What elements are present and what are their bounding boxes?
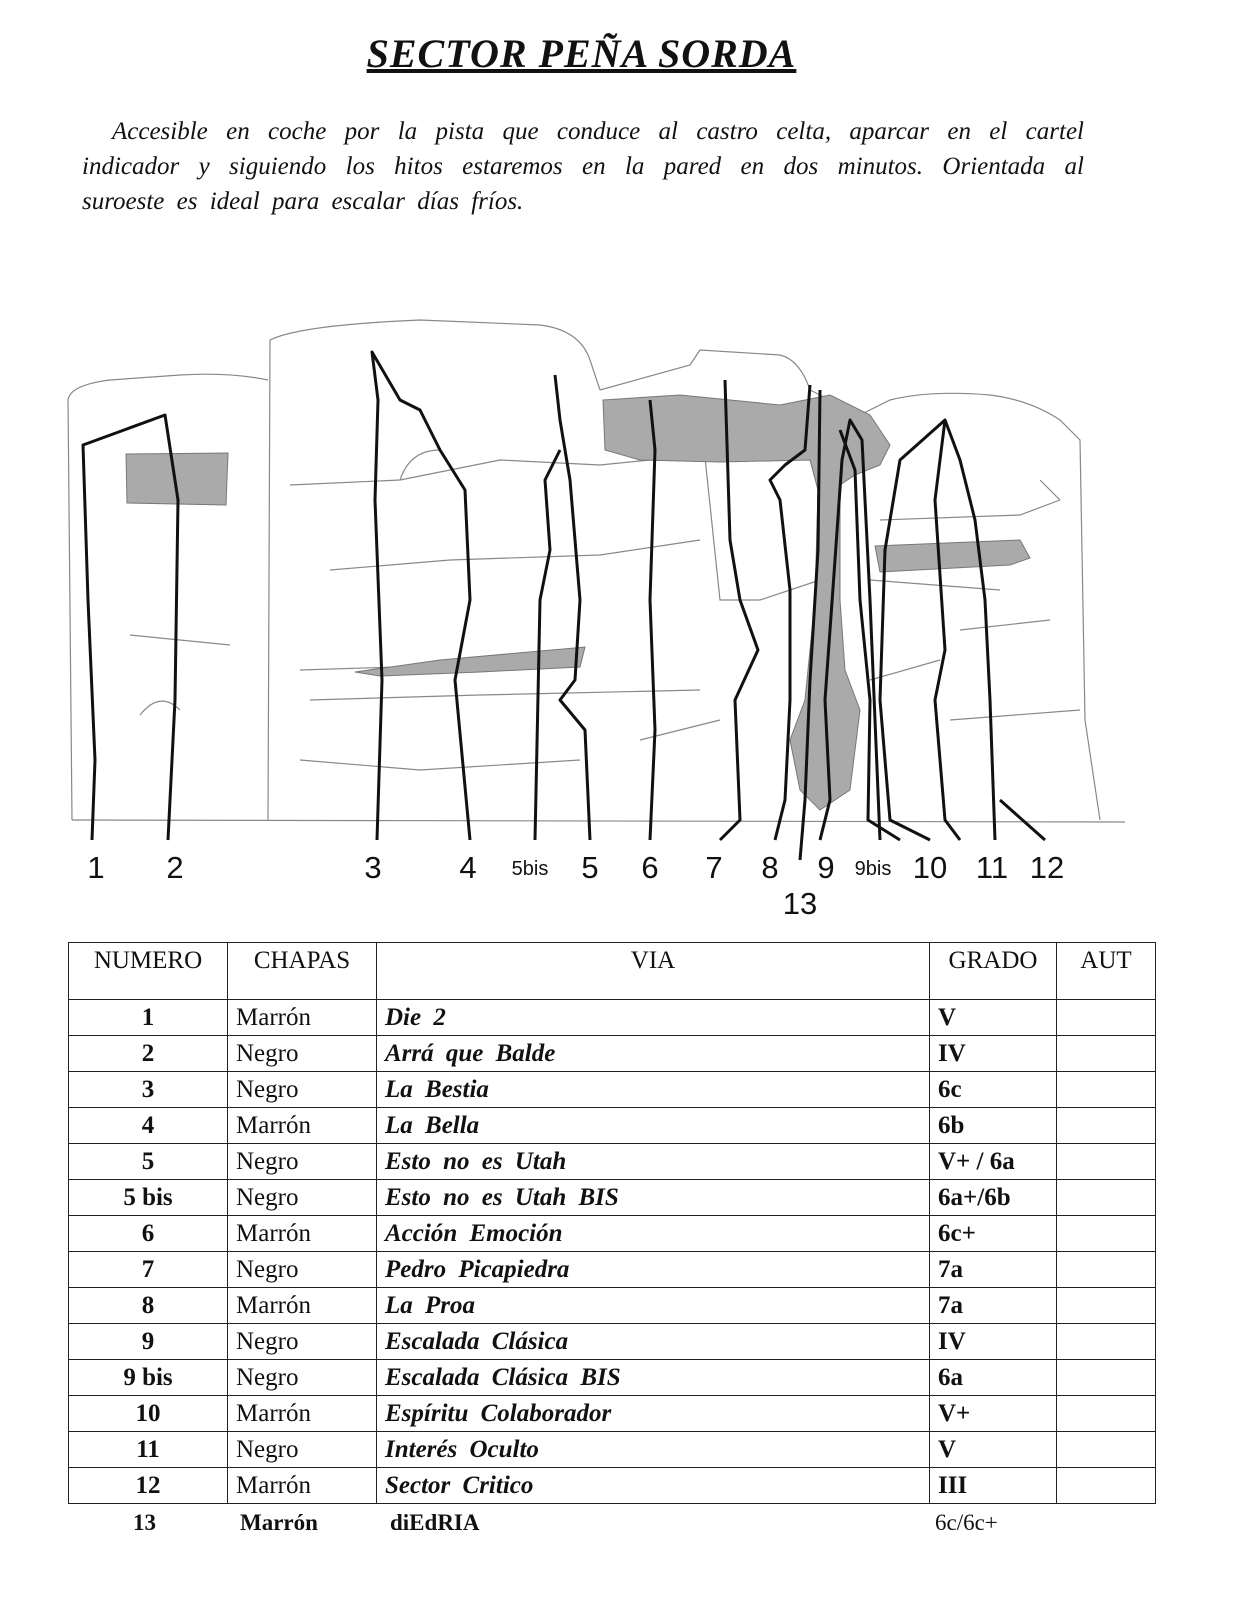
cell-aut xyxy=(1057,1180,1156,1216)
table-row xyxy=(69,1000,1156,1036)
cell-via: Pedro Picapiedra xyxy=(377,1252,930,1288)
cell-via: Esto no es Utah xyxy=(377,1144,930,1180)
table-row xyxy=(69,1288,1156,1324)
table-row xyxy=(69,1360,1156,1396)
cell-aut xyxy=(1057,1432,1156,1468)
table-row xyxy=(69,1468,1156,1504)
cell-aut xyxy=(1057,1288,1156,1324)
cell-num: 5 bis xyxy=(69,1180,228,1216)
route-label: 5bis xyxy=(511,858,549,880)
cell-chapas: Marrón xyxy=(228,1396,377,1432)
cell-num: 6 xyxy=(69,1216,228,1252)
cell-chapas: Negro xyxy=(228,1036,377,1072)
cell-via: Escalada Clásica xyxy=(377,1324,930,1360)
cell-aut xyxy=(1057,1144,1156,1180)
route-label: 10 xyxy=(912,850,948,885)
cell-aut xyxy=(1057,1108,1156,1144)
cell-chapas: Negro xyxy=(228,1432,377,1468)
cell-aut xyxy=(1057,1072,1156,1108)
col-aut: AUT xyxy=(1057,943,1156,1000)
cell-num: 11 xyxy=(69,1432,228,1468)
cell-num: 9 xyxy=(69,1324,228,1360)
cell-grado: 7a xyxy=(930,1288,1057,1324)
cell-chapas: Negro xyxy=(228,1252,377,1288)
route-label: 13 xyxy=(782,886,818,921)
col-numero: NUMERO xyxy=(69,943,228,1000)
table-row xyxy=(69,1036,1156,1072)
route-label: 4 xyxy=(459,850,477,885)
intro-paragraph: Accesible en coche por la pista que conduce al castro celta, aparcar en el cartel indicador y siguiendo los hitos estaremos en la pared en dos minutos. Orientada al suroeste es ideal para escalar días fríos. xyxy=(82,118,1084,215)
cell-grado: 6a xyxy=(930,1360,1057,1396)
route-label: 12 xyxy=(1029,850,1065,885)
routes-table xyxy=(68,942,1156,1504)
route-label: 2 xyxy=(166,850,184,885)
cell-grado: IV xyxy=(930,1036,1057,1072)
cell-chapas: Negro xyxy=(228,1180,377,1216)
cell-num: 5 xyxy=(69,1144,228,1180)
table-row xyxy=(69,1216,1156,1252)
cell-num: 10 xyxy=(69,1396,228,1432)
cell-chapas: Marrón xyxy=(228,1468,377,1504)
table-row xyxy=(69,1180,1156,1216)
cell-via: La Proa xyxy=(377,1288,930,1324)
table-row xyxy=(69,1072,1156,1108)
page-title: SECTOR PEÑA SORDA xyxy=(366,31,797,76)
extra-grado: 6c/6c+ xyxy=(935,1510,998,1535)
route-label: 11 xyxy=(975,850,1009,885)
cell-aut xyxy=(1057,1000,1156,1036)
cell-grado: V+ xyxy=(930,1396,1057,1432)
cell-grado: 7a xyxy=(930,1252,1057,1288)
cell-chapas: Negro xyxy=(228,1360,377,1396)
route-label: 3 xyxy=(364,850,382,885)
cell-chapas: Negro xyxy=(228,1144,377,1180)
cell-num: 12 xyxy=(69,1468,228,1504)
table-row xyxy=(69,1144,1156,1180)
cell-num: 9 bis xyxy=(69,1360,228,1396)
cell-aut xyxy=(1057,1468,1156,1504)
cell-aut xyxy=(1057,1216,1156,1252)
cell-aut xyxy=(1057,1036,1156,1072)
cell-via: La Bestia xyxy=(377,1072,930,1108)
cell-chapas: Negro xyxy=(228,1072,377,1108)
route-label: 9 xyxy=(817,850,835,885)
cell-via: Sector Critico xyxy=(377,1468,930,1504)
extra-num: 13 xyxy=(133,1510,156,1535)
cell-grado: 6a+/6b xyxy=(930,1180,1057,1216)
cell-via: Escalada Clásica BIS xyxy=(377,1360,930,1396)
col-grado: GRADO xyxy=(930,943,1057,1000)
cell-grado: 6c+ xyxy=(930,1216,1057,1252)
cell-num: 1 xyxy=(69,1000,228,1036)
table-row xyxy=(69,1108,1156,1144)
cell-via: Acción Emoción xyxy=(377,1216,930,1252)
cell-grado: V+ / 6a xyxy=(930,1144,1057,1180)
cell-grado: 6b xyxy=(930,1108,1057,1144)
topo-drawing xyxy=(0,300,1239,930)
route-lines xyxy=(83,352,1045,860)
route-label: 9bis xyxy=(854,858,892,880)
cell-chapas: Marrón xyxy=(228,1288,377,1324)
cell-via: Die 2 xyxy=(377,1000,930,1036)
cell-grado: V xyxy=(930,1432,1057,1468)
extra-via: diEdRIA xyxy=(390,1510,480,1535)
cell-via: Arrá que Balde xyxy=(377,1036,930,1072)
table-row xyxy=(69,1252,1156,1288)
cell-grado: 6c xyxy=(930,1072,1057,1108)
shaded-areas xyxy=(126,395,1030,810)
cell-chapas: Marrón xyxy=(228,1108,377,1144)
cell-grado: IV xyxy=(930,1324,1057,1360)
table-header xyxy=(69,943,1156,1000)
cell-via: Esto no es Utah BIS xyxy=(377,1180,930,1216)
cell-aut xyxy=(1057,1252,1156,1288)
cell-chapas: Marrón xyxy=(228,1000,377,1036)
cell-grado: III xyxy=(930,1468,1057,1504)
cell-aut xyxy=(1057,1360,1156,1396)
col-via: VIA xyxy=(377,943,930,1000)
table-row xyxy=(69,1324,1156,1360)
route-labels xyxy=(87,850,1064,921)
cell-num: 4 xyxy=(69,1108,228,1144)
rock-outlines xyxy=(68,320,1125,822)
table-row xyxy=(69,1396,1156,1432)
cell-num: 8 xyxy=(69,1288,228,1324)
cell-via: La Bella xyxy=(377,1108,930,1144)
route-label: 6 xyxy=(641,850,659,885)
cell-num: 7 xyxy=(69,1252,228,1288)
cell-num: 3 xyxy=(69,1072,228,1108)
cell-chapas: Marrón xyxy=(228,1216,377,1252)
cell-via: Espíritu Colaborador xyxy=(377,1396,930,1432)
route-label: 5 xyxy=(581,850,599,885)
route-label: 1 xyxy=(87,850,105,885)
table-row xyxy=(69,1432,1156,1468)
cell-grado: V xyxy=(930,1000,1057,1036)
cell-aut xyxy=(1057,1324,1156,1360)
cell-num: 2 xyxy=(69,1036,228,1072)
cell-chapas: Negro xyxy=(228,1324,377,1360)
cell-aut xyxy=(1057,1396,1156,1432)
col-chapas: CHAPAS xyxy=(228,943,377,1000)
route-label: 8 xyxy=(761,850,779,885)
extra-chapas: Marrón xyxy=(240,1510,318,1535)
route-label: 7 xyxy=(705,850,723,885)
cell-via: Interés Oculto xyxy=(377,1432,930,1468)
